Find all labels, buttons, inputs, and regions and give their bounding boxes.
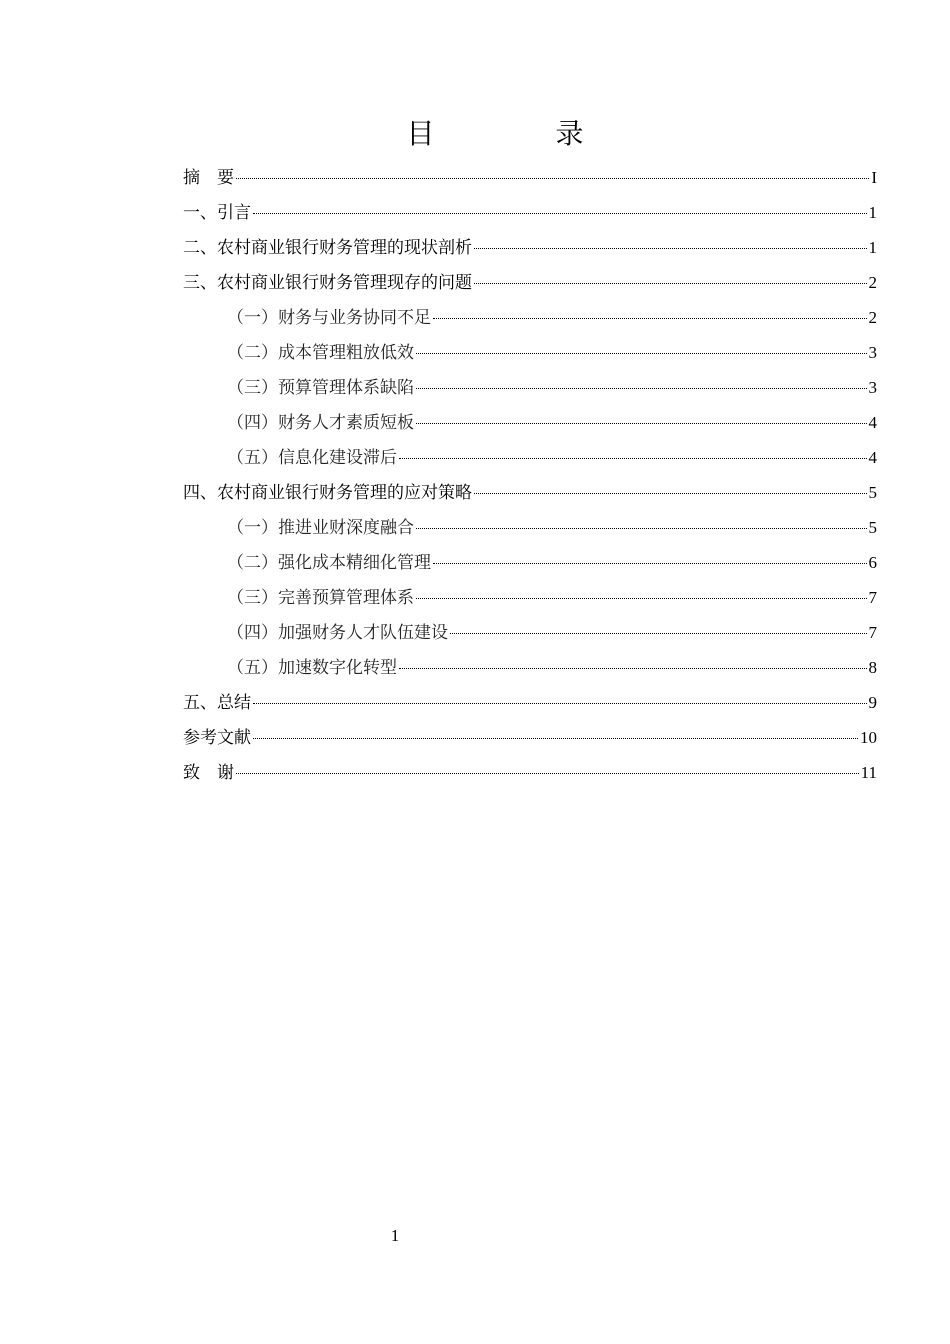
toc-entry-label: （一）财务与业务协同不足 <box>227 308 431 328</box>
toc-leader-dots <box>433 317 867 319</box>
toc-entry-problems[interactable] <box>183 265 877 300</box>
toc-entry-strategy-1[interactable] <box>183 510 877 545</box>
toc-entry-label: （三）完善预算管理体系 <box>227 588 414 608</box>
toc-entry-problem-3[interactable] <box>183 370 877 405</box>
toc-entry-label: （三）预算管理体系缺陷 <box>227 378 414 398</box>
toc-entry-page: 2 <box>868 308 877 327</box>
toc-entry-problem-1[interactable] <box>183 300 877 335</box>
toc-entry-label: （二）强化成本精细化管理 <box>227 553 431 573</box>
toc-entry-page: 2 <box>868 273 877 292</box>
toc-entry-problem-2[interactable] <box>183 335 877 370</box>
toc-entry-strategies[interactable] <box>183 475 877 510</box>
toc-entry-label: 一、引言 <box>183 203 251 223</box>
toc-title: 目 录 <box>406 117 640 150</box>
toc-entry-page: 3 <box>868 343 877 362</box>
toc-entry-introduction[interactable] <box>183 195 877 230</box>
toc-entry-references[interactable] <box>183 720 877 755</box>
toc-leader-dots <box>474 247 867 249</box>
toc-leader-dots <box>236 772 859 774</box>
toc-leader-dots <box>416 597 867 599</box>
toc-entry-label: 参考文献 <box>183 728 251 748</box>
toc-leader-dots <box>253 737 858 739</box>
toc-entry-label: 四、农村商业银行财务管理的应对策略 <box>183 483 472 503</box>
toc-entry-strategy-3[interactable] <box>183 580 877 615</box>
toc-leader-dots <box>399 667 867 669</box>
toc-leader-dots <box>236 177 869 179</box>
toc-entry-page: 1 <box>868 238 877 257</box>
toc-entry-label: 三、农村商业银行财务管理现存的问题 <box>183 273 472 293</box>
toc-entry-strategy-5[interactable] <box>183 650 877 685</box>
toc-entry-page: 4 <box>868 448 877 467</box>
page-number: 1 <box>390 1226 400 1245</box>
toc-entry-strategy-2[interactable] <box>183 545 877 580</box>
toc-entry-problem-5[interactable] <box>183 440 877 475</box>
toc-entry-label: （四）财务人才素质短板 <box>227 413 414 433</box>
toc-entry-page: I <box>871 168 877 187</box>
toc-entry-page: 6 <box>868 553 877 572</box>
toc-leader-dots <box>474 492 867 494</box>
toc-leader-dots <box>416 527 867 529</box>
toc-entry-label: （五）加速数字化转型 <box>227 658 397 678</box>
toc-entry-page: 7 <box>868 623 877 642</box>
toc-leader-dots <box>474 282 867 284</box>
toc-entry-acknowledgements[interactable] <box>183 755 877 790</box>
toc-entry-page: 5 <box>868 483 877 502</box>
toc-entry-label: 致 谢 <box>183 763 234 783</box>
toc-entry-conclusion[interactable] <box>183 685 877 720</box>
toc-entry-label: （四）加强财务人才队伍建设 <box>227 623 448 643</box>
toc-entry-page: 9 <box>868 693 877 712</box>
toc-entry-page: 10 <box>860 728 877 747</box>
toc-entry-page: 7 <box>868 588 877 607</box>
toc-entry-label: 摘 要 <box>183 168 234 188</box>
toc-leader-dots <box>433 562 867 564</box>
toc-entry-label: （一）推进业财深度融合 <box>227 518 414 538</box>
toc-leader-dots <box>399 457 867 459</box>
toc-entry-label: （二）成本管理粗放低效 <box>227 343 414 363</box>
toc-entry-page: 11 <box>860 763 877 782</box>
toc-entry-page: 5 <box>868 518 877 537</box>
toc-leader-dots <box>416 387 867 389</box>
toc-entry-label: 五、总结 <box>183 693 251 713</box>
toc-leader-dots <box>416 352 867 354</box>
toc-entry-current-status[interactable] <box>183 230 877 265</box>
table-of-contents <box>183 160 877 790</box>
toc-entry-label: 二、农村商业银行财务管理的现状剖析 <box>183 238 472 258</box>
toc-leader-dots <box>253 212 867 214</box>
toc-leader-dots <box>416 422 867 424</box>
toc-leader-dots <box>253 702 867 704</box>
toc-entry-label: （五）信息化建设滞后 <box>227 448 397 468</box>
toc-entry-page: 1 <box>868 203 877 222</box>
toc-entry-strategy-4[interactable] <box>183 615 877 650</box>
toc-entry-problem-4[interactable] <box>183 405 877 440</box>
toc-entry-page: 8 <box>868 658 877 677</box>
toc-entry-abstract[interactable] <box>183 160 877 195</box>
toc-leader-dots <box>450 632 867 634</box>
toc-entry-page: 4 <box>868 413 877 432</box>
toc-entry-page: 3 <box>868 378 877 397</box>
